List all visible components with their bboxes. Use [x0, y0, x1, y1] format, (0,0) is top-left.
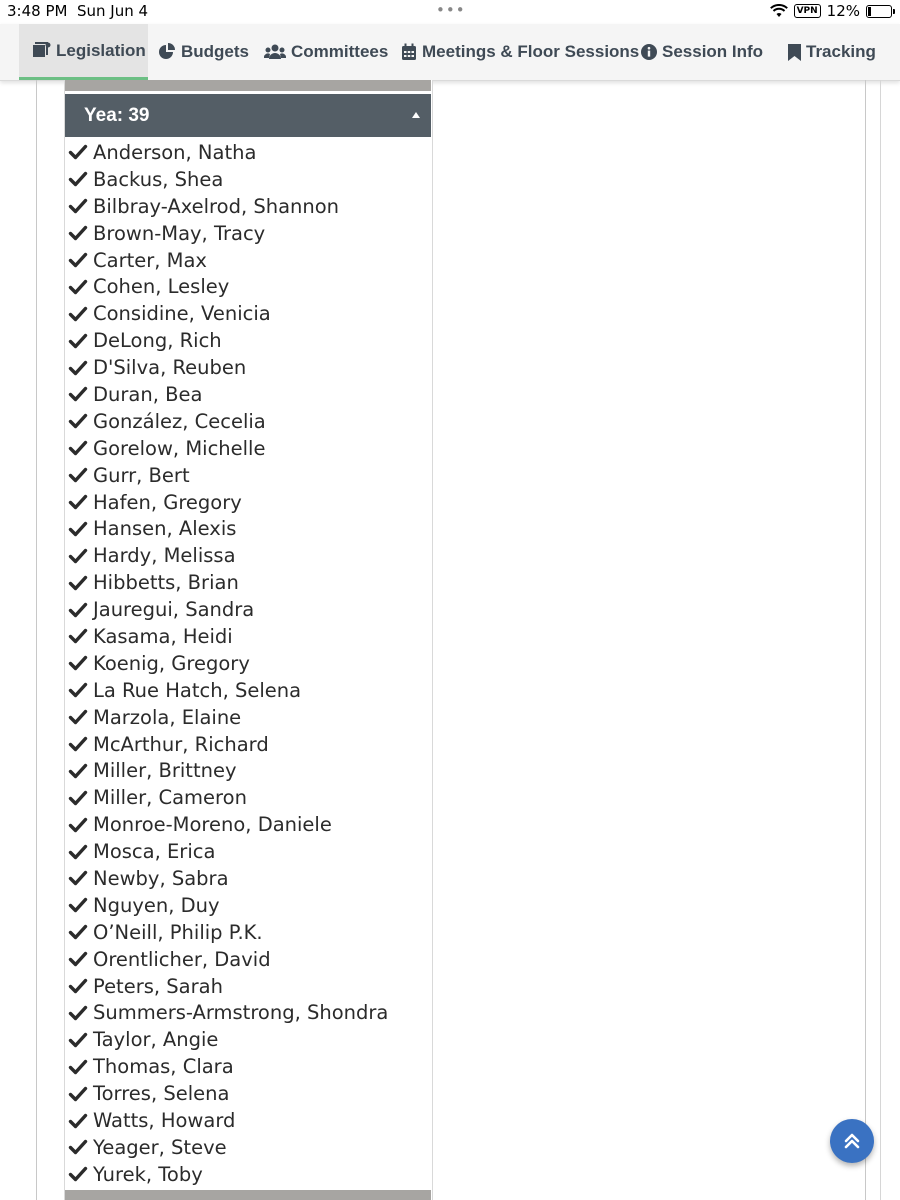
checkmark-icon [68, 142, 88, 162]
member-name: Nguyen, Duy [93, 893, 220, 917]
member-name: Orentlicher, David [93, 947, 271, 971]
checkmark-icon [68, 465, 88, 485]
member-item [68, 1080, 428, 1107]
nav-label: Budgets [181, 42, 249, 61]
vpn-badge: VPN [794, 4, 821, 18]
member-item [68, 489, 428, 516]
checkmark-icon [68, 519, 88, 539]
checkmark-icon [68, 788, 88, 808]
member-item [68, 139, 428, 166]
member-name: Duran, Bea [93, 382, 203, 406]
member-item [68, 1026, 428, 1053]
member-item [68, 1053, 428, 1080]
member-item [68, 381, 428, 408]
member-name: D'Silva, Reuben [93, 356, 247, 380]
checkmark-icon [68, 1057, 88, 1077]
nav-label: Tracking [806, 42, 876, 61]
member-name: DeLong, Rich [93, 329, 222, 353]
member-item [68, 462, 428, 489]
yea-vote-title: Yea: 39 [84, 104, 150, 126]
checkmark-icon [68, 250, 88, 270]
legislation-icon [31, 42, 51, 60]
member-item [68, 973, 428, 1000]
checkmark-icon [68, 1084, 88, 1104]
battery-fill [868, 7, 871, 16]
member-item [68, 220, 428, 247]
checkmark-icon [68, 761, 88, 781]
checkmark-icon [68, 1164, 88, 1184]
member-name: Mosca, Erica [93, 840, 216, 864]
info-icon [641, 44, 657, 60]
next-vote-section-bar[interactable] [65, 1190, 431, 1200]
member-item [68, 623, 428, 650]
checkmark-icon [68, 277, 88, 297]
member-item [68, 919, 428, 946]
member-item [68, 542, 428, 569]
page-scroll-edge [880, 80, 900, 1200]
nav-label: Committees [291, 42, 389, 61]
member-name: Brown-May, Tracy [93, 221, 266, 245]
yea-vote-header[interactable] [65, 94, 431, 137]
member-item [68, 435, 428, 462]
battery-icon [866, 5, 892, 18]
checkmark-icon [68, 1137, 88, 1157]
member-item [68, 946, 428, 973]
scroll-to-top-button[interactable] [830, 1119, 874, 1163]
member-name: Considine, Venicia [93, 302, 271, 326]
member-item [68, 731, 428, 758]
member-name: Anderson, Natha [93, 140, 257, 164]
member-item [68, 247, 428, 274]
checkmark-icon [68, 976, 88, 996]
member-name: Hansen, Alexis [93, 517, 237, 541]
member-item [68, 677, 428, 704]
member-item [68, 515, 428, 542]
checkmark-icon [68, 384, 88, 404]
member-item [68, 1134, 428, 1161]
member-item [68, 1000, 428, 1027]
status-indicators [770, 2, 892, 20]
checkmark-icon [68, 680, 88, 700]
member-name: Taylor, Angie [93, 1028, 219, 1052]
status-date: Sun Jun 4 [77, 2, 149, 20]
checkmark-icon [68, 707, 88, 727]
member-name: Torres, Selena [93, 1082, 230, 1106]
member-item [68, 650, 428, 677]
member-name: Cohen, Lesley [93, 275, 230, 299]
member-name: Gurr, Bert [93, 463, 190, 487]
member-name: Bilbray-Axelrod, Shannon [93, 194, 340, 218]
member-name: Jauregui, Sandra [93, 598, 255, 622]
member-item [68, 327, 428, 354]
checkmark-icon [68, 842, 88, 862]
member-item [68, 596, 428, 623]
top-navigation [0, 24, 900, 81]
yea-member-list [68, 139, 428, 1188]
member-name: Yurek, Toby [93, 1162, 203, 1186]
previous-vote-section-bar[interactable] [65, 80, 431, 91]
users-icon [264, 44, 286, 60]
pie-chart-icon [158, 43, 176, 61]
double-chevron-up-icon [844, 1132, 860, 1150]
nav-label: Legislation [56, 40, 146, 60]
calendar-icon [401, 43, 417, 61]
member-item [68, 354, 428, 381]
nav-meetings[interactable] [401, 24, 639, 80]
battery-percent: 12% [826, 2, 860, 20]
nav-session-info[interactable] [641, 24, 763, 80]
member-item [68, 784, 428, 811]
checkmark-icon [68, 196, 88, 216]
checkmark-icon [68, 653, 88, 673]
member-name: Gorelow, Michelle [93, 436, 266, 460]
member-name: Hibbetts, Brian [93, 571, 239, 595]
member-name: Miller, Brittney [93, 759, 237, 783]
checkmark-icon [68, 358, 88, 378]
member-name: Hardy, Melissa [93, 544, 236, 568]
nav-tracking[interactable] [788, 24, 876, 80]
member-item [68, 865, 428, 892]
member-name: Thomas, Clara [93, 1055, 234, 1079]
checkmark-icon [68, 438, 88, 458]
member-name: Kasama, Heidi [93, 624, 233, 648]
checkmark-icon [68, 573, 88, 593]
status-time: 3:48 PM [7, 2, 68, 20]
checkmark-icon [68, 546, 88, 566]
member-name: Monroe-Moreno, Daniele [93, 813, 332, 837]
member-name: Hafen, Gregory [93, 490, 242, 514]
nav-committees[interactable] [264, 24, 388, 80]
member-name: Yeager, Steve [93, 1135, 227, 1159]
member-item [68, 838, 428, 865]
member-name: Peters, Sarah [93, 974, 223, 998]
member-item [68, 166, 428, 193]
member-name: Miller, Cameron [93, 786, 247, 810]
checkmark-icon [68, 331, 88, 351]
checkmark-icon [68, 1111, 88, 1131]
collapse-caret-icon[interactable] [412, 112, 420, 118]
member-item [68, 757, 428, 784]
checkmark-icon [68, 492, 88, 512]
bookmark-icon [788, 44, 801, 61]
member-name: Backus, Shea [93, 167, 224, 191]
member-name: González, Cecelia [93, 409, 266, 433]
member-item [68, 273, 428, 300]
member-item [68, 569, 428, 596]
wifi-icon [770, 4, 788, 18]
checkmark-icon [68, 734, 88, 754]
member-name: Koenig, Gregory [93, 651, 250, 675]
member-name: Summers-Armstrong, Shondra [93, 1001, 389, 1025]
member-item [68, 811, 428, 838]
nav-label: Meetings & Floor Sessions [422, 42, 640, 61]
member-item [68, 408, 428, 435]
nav-budgets[interactable] [158, 24, 249, 80]
member-name: Carter, Max [93, 248, 207, 272]
member-name: Newby, Sabra [93, 866, 229, 890]
checkmark-icon [68, 223, 88, 243]
checkmark-icon [68, 304, 88, 324]
member-item [68, 1107, 428, 1134]
multitasking-dots[interactable]: ••• [436, 1, 466, 19]
member-name: McArthur, Richard [93, 732, 269, 756]
member-item [68, 892, 428, 919]
status-bar [0, 0, 900, 24]
checkmark-icon [68, 922, 88, 942]
member-name: Watts, Howard [93, 1109, 236, 1132]
member-item [68, 300, 428, 327]
checkmark-icon [68, 949, 88, 969]
checkmark-icon [68, 1030, 88, 1050]
checkmark-icon [68, 626, 88, 646]
member-name: O’Neill, Philip P.K. [93, 920, 263, 944]
checkmark-icon [68, 815, 88, 835]
member-item [68, 704, 428, 731]
checkmark-icon [68, 868, 88, 888]
checkmark-icon [68, 600, 88, 620]
checkmark-icon [68, 411, 88, 431]
member-name: La Rue Hatch, Selena [93, 678, 302, 702]
checkmark-icon [68, 169, 88, 189]
nav-legislation[interactable] [19, 24, 148, 80]
member-item [68, 1161, 428, 1188]
nav-label: Session Info [662, 42, 764, 61]
checkmark-icon [68, 895, 88, 915]
member-name: Marzola, Elaine [93, 705, 242, 729]
checkmark-icon [68, 1003, 88, 1023]
member-item [68, 193, 428, 220]
